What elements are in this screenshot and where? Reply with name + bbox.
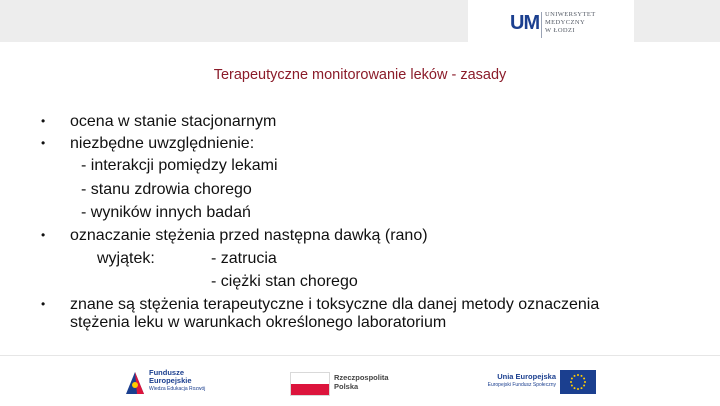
eu-flag-icon — [560, 370, 596, 394]
bullet-text: oznaczanie stężenia przed następna dawką (rano) — [70, 227, 428, 244]
bullet-text-continued: stężenia leku w warunkach określonego laboratorium — [70, 314, 447, 331]
bullet-dot: • — [41, 228, 46, 242]
fundusze-europejskie-logo — [124, 366, 234, 400]
rzeczpospolita-polska-logo — [290, 370, 400, 400]
rp-text — [334, 373, 389, 391]
sub-item: - stanu zdrowia chorego — [81, 181, 252, 198]
sub-item: - wyników innych badań — [81, 204, 251, 221]
um-logo-mark: UM — [510, 12, 540, 34]
bullet-text: znane są stężenia terapeutyczne i toksyczne dla danej metody oznaczenia — [70, 296, 600, 313]
ue-text — [474, 372, 556, 390]
polish-flag-icon — [290, 372, 330, 396]
bullet-text: ocena w stanie stacjonarnym — [70, 113, 277, 130]
fe-tagline: Wiedza Edukacja Rozwój — [149, 386, 206, 392]
fe-line: Fundusze — [149, 368, 184, 377]
exception-item: - zatrucia — [211, 250, 277, 267]
slide-title: Terapeutyczne monitorowanie leków - zasady — [213, 67, 507, 83]
bullet-dot: • — [41, 297, 46, 311]
exception-label: wyjątek: — [97, 250, 155, 267]
university-name — [545, 11, 596, 35]
exception-item: - ciężki stan chorego — [211, 273, 358, 290]
sub-item: - interakcji pomiędzy lekami — [81, 157, 278, 174]
university-name-line: UNIWERSYTET — [545, 11, 596, 18]
fe-emblem-icon — [124, 368, 146, 396]
ue-fund-line: Europejski Fundusz Społeczny — [487, 382, 556, 388]
university-name-line: W ŁODZI — [545, 27, 575, 34]
fe-text — [149, 369, 205, 393]
university-name-line: MEDYCZNY — [545, 19, 586, 26]
ue-line: Unia Europejska — [497, 372, 556, 381]
bullet-dot: • — [41, 114, 46, 128]
unia-europejska-logo — [474, 368, 604, 400]
logo-divider — [541, 12, 542, 38]
rp-line: Polska — [334, 382, 359, 391]
rp-line: Rzeczpospolita — [334, 373, 389, 382]
bullet-dot: • — [41, 136, 46, 150]
bullet-text: niezbędne uwzględnienie: — [70, 135, 255, 152]
fe-line: Europejskie — [149, 376, 192, 385]
footer-logos — [0, 355, 720, 406]
